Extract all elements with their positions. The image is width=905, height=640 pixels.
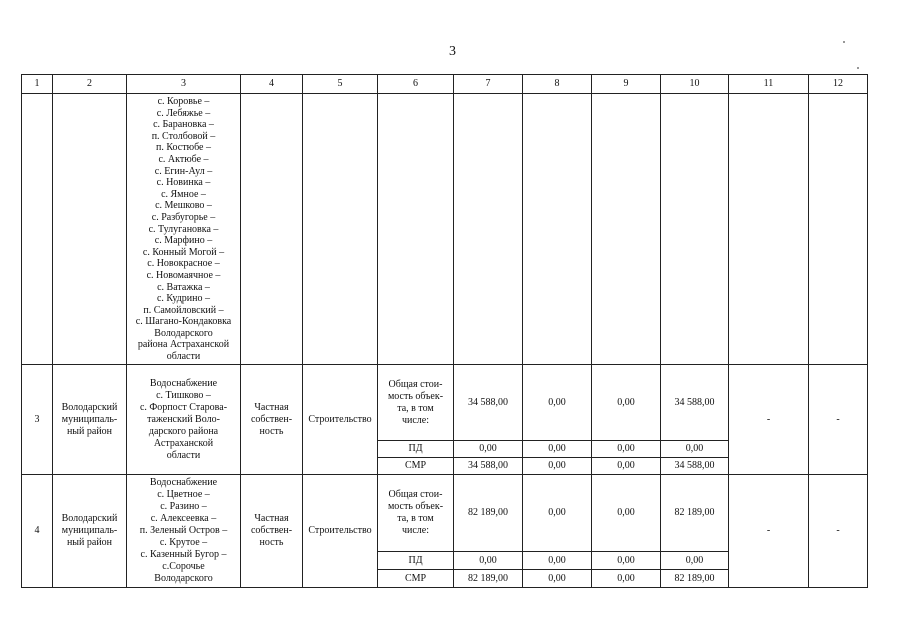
- table-cell: [303, 94, 378, 365]
- table-row: [22, 365, 868, 441]
- header-cell: 10: [661, 75, 729, 94]
- table-cell: [53, 94, 127, 365]
- ownership-cell: Частная собствен- ность: [241, 365, 303, 475]
- col11-cell: -: [729, 475, 809, 588]
- pd-label: ПД: [378, 552, 454, 570]
- header-cell: 5: [303, 75, 378, 94]
- scan-speck: [857, 67, 859, 69]
- value-cell: 82 189,00: [454, 475, 523, 552]
- work-type-cell: Строительство: [303, 365, 378, 475]
- value-cell: 0,00: [454, 552, 523, 570]
- table-cell: [378, 94, 454, 365]
- settlement-list: с. Коровье – с. Лебяжье – с. Барановка – п. Столбовой – п. Костюбе – с. Актюбе – с. Егин-Аул – с. Новинка – с. Ямное – с. Мешково – с. Разбугорье – с. Тулугановка – с. Марфино – с. Конный Могой – с. Новокрасное – с. Новомаячное – с. Ватажка – с. Кудрино – п. Самойловский – с. Шагано-Кондаковка Володарского района Астраханской области: [127, 94, 241, 365]
- work-type-cell: Строительство: [303, 475, 378, 588]
- value-cell: 34 588,00: [661, 365, 729, 441]
- header-cell: 6: [378, 75, 454, 94]
- page-number: 3: [449, 44, 456, 59]
- district-cell: Володарский муниципаль- ный район: [53, 365, 127, 475]
- table-cell: [809, 94, 868, 365]
- value-cell: 0,00: [592, 441, 661, 458]
- table-cell: [661, 94, 729, 365]
- table-cell: [729, 94, 809, 365]
- table-cell: [454, 94, 523, 365]
- header-cell: 3: [127, 75, 241, 94]
- header-cell: 2: [53, 75, 127, 94]
- header-cell: 1: [22, 75, 53, 94]
- funding-table: [21, 74, 868, 588]
- smr-label: СМР: [378, 570, 454, 588]
- value-cell: 0,00: [523, 570, 592, 588]
- table-cell: [241, 94, 303, 365]
- district-cell: Володарский муниципаль- ный район: [53, 475, 127, 588]
- value-cell: 0,00: [592, 365, 661, 441]
- table-cell: [523, 94, 592, 365]
- value-cell: 34 588,00: [454, 458, 523, 475]
- value-cell: 34 588,00: [454, 365, 523, 441]
- object-cell: Водоснабжение с. Цветное – с. Разино – с. Алексеевка – п. Зеленый Остров – с. Крутое – с. Казенный Бугор – с.Сорочье Володарского: [127, 475, 241, 588]
- column-number-row: [22, 75, 868, 94]
- value-cell: 0,00: [661, 441, 729, 458]
- header-cell: 4: [241, 75, 303, 94]
- total-label-cell: Общая стои- мость объек- та, в том числе:: [378, 475, 454, 552]
- value-cell: 0,00: [592, 570, 661, 588]
- ownership-cell: Частная собствен- ность: [241, 475, 303, 588]
- col12-cell: -: [809, 475, 868, 588]
- value-cell: 0,00: [523, 552, 592, 570]
- value-cell: 82 189,00: [661, 570, 729, 588]
- value-cell: 0,00: [661, 552, 729, 570]
- row-number: 3: [22, 365, 53, 475]
- value-cell: 0,00: [523, 475, 592, 552]
- col12-cell: -: [809, 365, 868, 475]
- row-number: 4: [22, 475, 53, 588]
- value-cell: 82 189,00: [661, 475, 729, 552]
- header-cell: 8: [523, 75, 592, 94]
- pd-label: ПД: [378, 441, 454, 458]
- value-cell: 0,00: [454, 441, 523, 458]
- smr-label: СМР: [378, 458, 454, 475]
- value-cell: 34 588,00: [661, 458, 729, 475]
- value-cell: 0,00: [523, 365, 592, 441]
- header-cell: 9: [592, 75, 661, 94]
- value-cell: 0,00: [523, 458, 592, 475]
- scan-speck: [843, 41, 845, 43]
- header-cell: 7: [454, 75, 523, 94]
- header-cell: 11: [729, 75, 809, 94]
- value-cell: 0,00: [592, 475, 661, 552]
- object-cell: Водоснабжение с. Тишково – с. Форпост Старова- таженский Воло- дарского района Астраханской области: [127, 365, 241, 475]
- header-cell: 12: [809, 75, 868, 94]
- value-cell: 82 189,00: [454, 570, 523, 588]
- value-cell: 0,00: [523, 441, 592, 458]
- col11-cell: -: [729, 365, 809, 475]
- table-row: [22, 475, 868, 552]
- total-label-cell: Общая стои- мость объек- та, в том числе:: [378, 365, 454, 441]
- value-cell: 0,00: [592, 552, 661, 570]
- table-cell: [22, 94, 53, 365]
- table-row-continuation: [22, 94, 868, 365]
- table-cell: [592, 94, 661, 365]
- value-cell: 0,00: [592, 458, 661, 475]
